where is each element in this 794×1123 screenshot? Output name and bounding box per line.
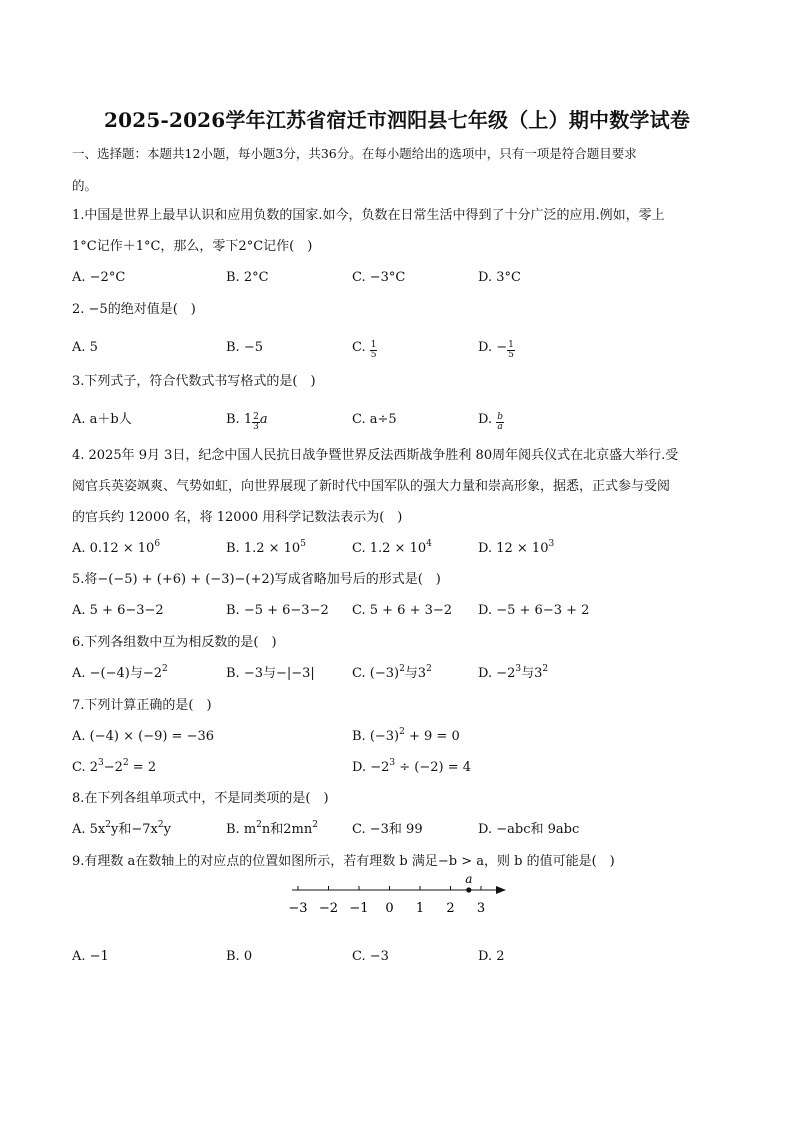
- fraction: [496, 413, 504, 432]
- option-text: y和−7x: [111, 822, 158, 837]
- question-3-option-a: A. a＋b人: [72, 412, 132, 427]
- question-1-option-a: A. −2°C: [72, 270, 126, 285]
- fraction-numerator: 1: [370, 340, 377, 350]
- question-3-stem: 3.下列式子，符合代数式书写格式的是( ): [72, 374, 316, 389]
- option-text: C. (−3): [352, 666, 400, 681]
- exponent: 2: [157, 820, 164, 830]
- question-3-option-c: C. a÷5: [352, 412, 397, 427]
- fraction: [252, 413, 260, 432]
- option-text: C. 2: [72, 760, 99, 775]
- number-line-tick-label: −1: [349, 901, 369, 916]
- question-7-option-b: [352, 728, 460, 746]
- question-3-option-b: [226, 411, 268, 432]
- exponent: 5: [300, 539, 306, 549]
- question-1-stem-line-2: 1°C记作＋1°C，那么，零下2°C记作( ): [72, 239, 313, 254]
- mixed-number-whole: 1: [243, 412, 253, 427]
- option-base: B. 1.2 × 10: [226, 541, 301, 556]
- question-4-option-c: [352, 540, 432, 558]
- question-1-option-b: B. 2°C: [226, 270, 269, 285]
- question-9-option-c: C. −3: [352, 949, 389, 964]
- option-d-prefix: D.: [478, 412, 497, 427]
- question-2-stem: 2. −5的绝对值是( ): [72, 302, 196, 317]
- exponent: 3: [389, 758, 396, 768]
- option-text: B. m: [226, 822, 257, 837]
- question-7-stem: 7.下列计算正确的是( ): [72, 698, 212, 713]
- fraction-denominator: a: [497, 422, 503, 432]
- question-3-option-d: [478, 411, 504, 432]
- option-text: y: [163, 822, 171, 837]
- option-d-prefix: D. −: [478, 340, 508, 355]
- question-7-option-c: [72, 759, 156, 777]
- exponent: 2: [399, 664, 405, 674]
- option-c-prefix: C.: [352, 340, 370, 355]
- question-4-option-b: [226, 540, 306, 558]
- question-5-option-a: A. 5 + 6−3−2: [72, 603, 164, 618]
- exponent: 3: [548, 539, 555, 549]
- exponent: 2: [542, 664, 549, 674]
- question-4-option-d: [478, 540, 554, 558]
- question-4-option-a: [72, 540, 160, 558]
- question-9-option-a: A. −1: [72, 949, 109, 964]
- point-a-label: a: [465, 872, 473, 886]
- exponent: 2: [122, 758, 129, 768]
- section-heading-line-2: 的。: [72, 178, 98, 193]
- question-6-option-b: B. −3与−|−3|: [226, 666, 315, 681]
- question-4-stem-line-3: 的官兵约 12000 名，将 12000 用科学记数法表示为( ): [72, 510, 403, 525]
- number-line-tick-label: 2: [446, 901, 455, 916]
- question-8-option-d: D. −abc和 9abc: [478, 822, 580, 837]
- option-text: −2: [103, 760, 123, 775]
- fraction-denominator: 5: [370, 350, 377, 360]
- point-a-marker: [466, 887, 471, 892]
- option-text: 与3: [404, 666, 427, 681]
- question-5-option-c: C. 5 + 6 + 3−2: [352, 603, 453, 618]
- option-text: n和2mn: [261, 822, 313, 837]
- question-9-stem: 9.有理数 a在数轴上的对应点的位置如图所示，若有理数 b 满足−b > a，则 b 的值可能是( ): [72, 854, 615, 869]
- option-text: D. −2: [478, 666, 516, 681]
- exponent: 2: [256, 820, 262, 830]
- exponent: 2: [312, 820, 318, 830]
- option-text: A. 5x: [72, 822, 106, 837]
- number-line-tick-label: −2: [318, 901, 339, 916]
- option-text: D. −2: [352, 760, 390, 775]
- question-8-option-c: C. −3和 99: [352, 822, 423, 837]
- fraction-numerator: 1: [508, 340, 514, 350]
- option-base: C. 1.2 × 10: [352, 541, 427, 556]
- question-8-stem: 8.在下列各组单项式中，不是同类项的是( ): [72, 791, 329, 806]
- question-2-option-d: [478, 339, 515, 360]
- exponent: 3: [515, 664, 522, 674]
- question-1-stem-line-1: 1.中国是世界上最早认识和应用负数的国家.如今，负数在日常生活中得到了十分广泛的应用.例如，零上: [72, 208, 665, 223]
- question-7-option-a: A. (−4) × (−9) = −36: [72, 729, 215, 744]
- exponent: 2: [162, 664, 168, 674]
- question-6-stem: 6.下列各组数中互为相反数的是( ): [72, 635, 277, 650]
- question-6-option-a: [72, 665, 168, 683]
- question-5-stem: 5.将−(−5) + (+6) + (−3)−(+2)写成省略加号后的形式是( ): [72, 572, 441, 587]
- number-line-tick-label: 0: [385, 901, 394, 916]
- page-title: 2025-2026学年江苏省宿迁市泗阳县七年级（上）期中数学试卷: [103, 108, 691, 132]
- exponent: 2: [105, 820, 111, 830]
- variable: a: [259, 412, 268, 427]
- option-text: B. (−3): [352, 729, 400, 744]
- question-5-option-d: D. −5 + 6−3 + 2: [478, 603, 590, 618]
- option-text: = 2: [128, 760, 157, 775]
- option-base: A. 0.12 × 10: [72, 541, 155, 556]
- option-b-prefix: B.: [226, 412, 244, 427]
- fraction-numerator: 2: [253, 412, 259, 422]
- fraction: [370, 341, 378, 360]
- number-line-tick-label: 3: [476, 901, 486, 916]
- question-9-option-d: D. 2: [478, 949, 505, 964]
- option-text: 与3: [521, 666, 543, 681]
- question-4-stem-line-1: 4. 2025年 9月 3日，纪念中国人民抗日战争暨世界反法西斯战争胜利 80周年阅兵仪式在北京盛大举行.受: [72, 448, 679, 463]
- question-7-option-d: [352, 759, 471, 777]
- fraction-denominator: 5: [508, 350, 514, 360]
- option-text: + 9 = 0: [404, 729, 460, 744]
- exponent: 6: [154, 539, 161, 549]
- option-text: ÷ (−2) = 4: [395, 760, 472, 775]
- number-line-tick-label: 1: [415, 901, 425, 916]
- option-base: D. 12 × 10: [478, 541, 549, 556]
- question-2-option-a: A. 5: [72, 340, 98, 355]
- question-8-option-b: [226, 821, 318, 839]
- section-heading-line-1: 一、选择题：本题共12小题，每小题3分，共36分。在每小题给出的选项中，只有一项是符合题目要求: [72, 146, 637, 161]
- arrow-right-icon: [496, 886, 506, 894]
- question-6-option-d: [478, 665, 548, 683]
- exponent: 2: [426, 664, 432, 674]
- fraction: [507, 341, 515, 360]
- option-text: A. −(−4)与−2: [72, 666, 163, 681]
- question-1-option-c: C. −3°C: [352, 270, 406, 285]
- fraction-denominator: 3: [253, 422, 259, 432]
- question-8-option-a: [72, 821, 171, 839]
- number-line-figure: [286, 866, 516, 916]
- question-9-option-b: B. 0: [226, 949, 253, 964]
- exponent: 2: [399, 727, 405, 737]
- exponent: 4: [426, 539, 432, 549]
- question-1-option-d: D. 3°C: [478, 270, 521, 285]
- question-4-stem-line-2: 阅官兵英姿飒爽、气势如虹，向世界展现了新时代中国军队的强大力量和崇高形象，据悉，正式参与受阅: [72, 479, 671, 494]
- fraction-numerator: b: [497, 412, 503, 422]
- question-6-option-c: [352, 665, 432, 683]
- exponent: 3: [98, 758, 104, 768]
- question-2-option-c: [352, 339, 377, 360]
- question-5-option-b: B. −5 + 6−3−2: [226, 603, 329, 618]
- question-2-option-b: B. −5: [226, 340, 263, 355]
- number-line-tick-label: −3: [288, 901, 308, 916]
